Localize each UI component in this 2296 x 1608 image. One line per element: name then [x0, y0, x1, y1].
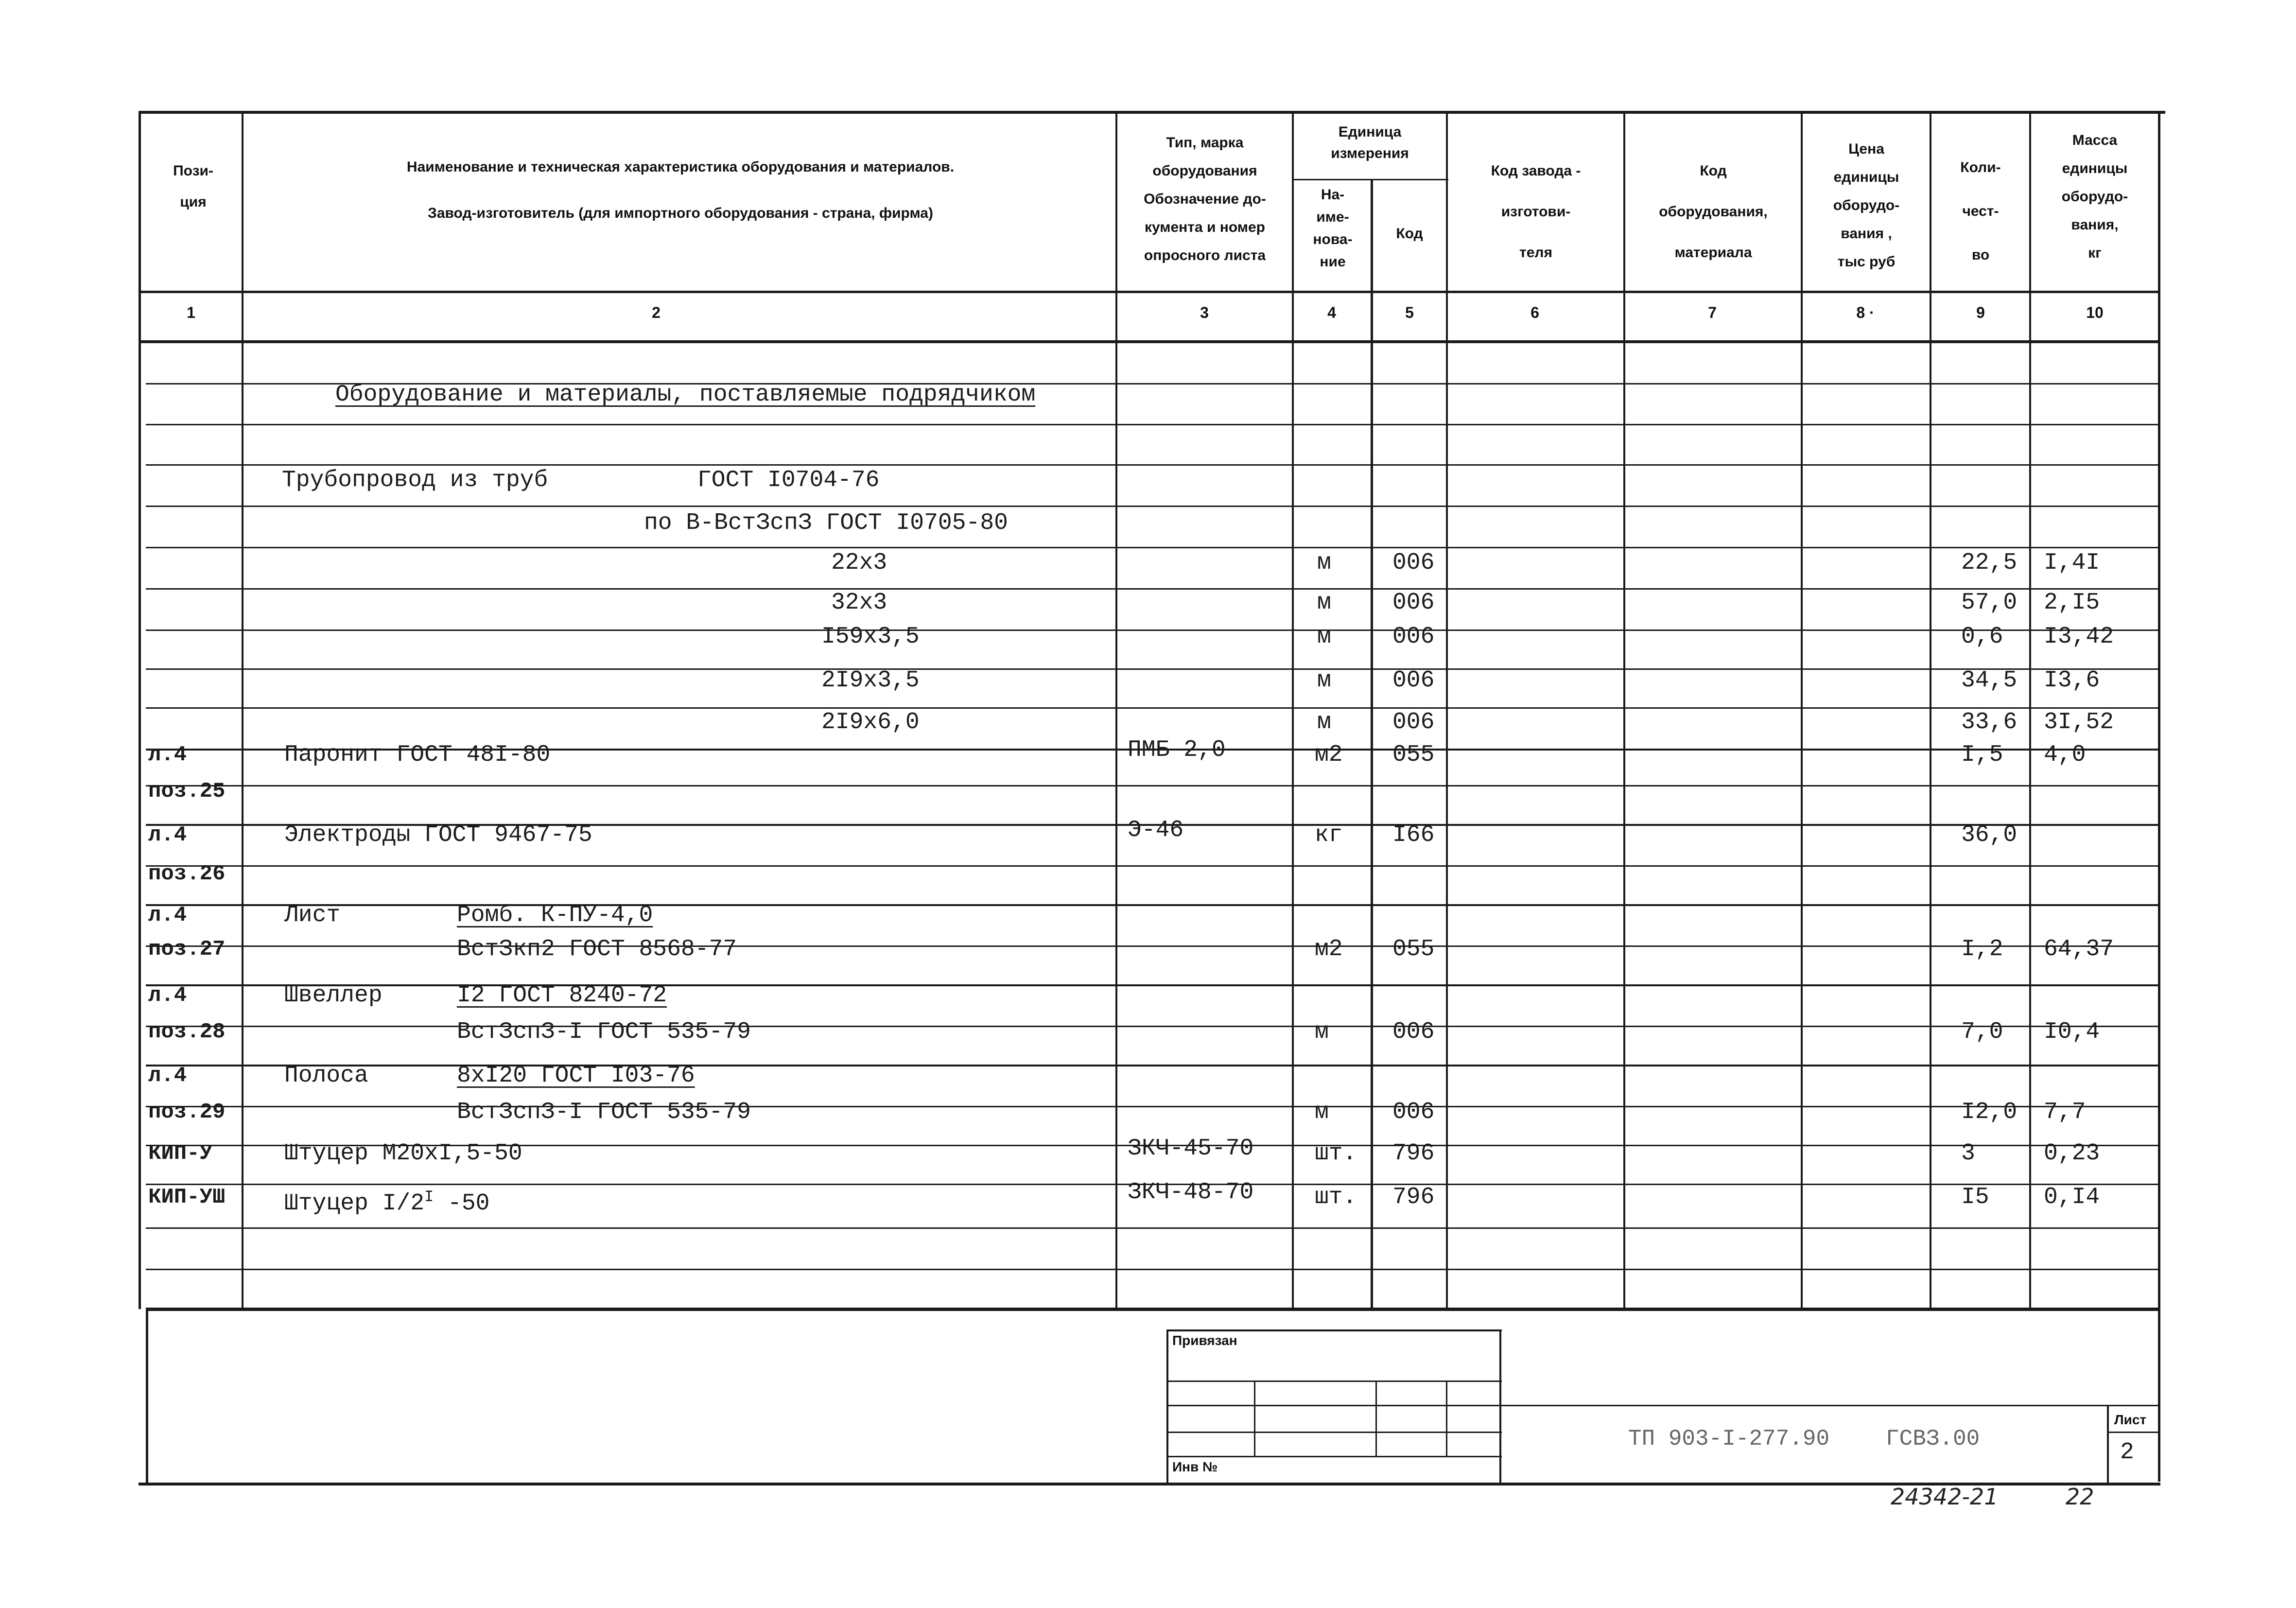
item-qty: I5 [1961, 1184, 1989, 1210]
item-mass: 0,23 [2044, 1140, 2100, 1167]
row-line [146, 984, 2158, 986]
item-position-sheet: л.4 [148, 743, 187, 767]
stamp-top-line [146, 1309, 2160, 1311]
item-code: 006 [1392, 1099, 1435, 1125]
pipe-mass: I3,6 [2044, 667, 2100, 694]
row-line [146, 1269, 2158, 1270]
stamp-box-col1 [1254, 1381, 1255, 1456]
item-position-number: поз.26 [148, 862, 226, 886]
sheet-box-left [2107, 1405, 2109, 1485]
col-line-1 [242, 111, 244, 1309]
pipeline-name: Трубопровод из труб [282, 467, 548, 493]
pipe-qty: 34,5 [1961, 667, 2018, 694]
item-unit: кг [1315, 822, 1343, 848]
column-number: 7 [1708, 304, 1717, 321]
row-line [146, 588, 2158, 590]
header-mass: Масса единицы оборудо- вания, кг [2061, 132, 2128, 261]
item-position-sheet: КИП-УШ [148, 1185, 226, 1209]
row-line [146, 424, 2158, 425]
row-line [146, 668, 2158, 670]
item-unit: шт. [1315, 1140, 1357, 1167]
header-unit-group: Единица измерения [1331, 124, 1409, 161]
numbers-bottom-line [139, 340, 2160, 343]
handwritten-number-right: 22 [2066, 1484, 2094, 1510]
pipe-size: 22х3 [831, 550, 887, 576]
item-position-sheet: л.4 [148, 903, 187, 927]
row-line [146, 785, 2158, 787]
pipe-qty: 57,0 [1961, 590, 2018, 616]
item-mass: 4,0 [2044, 742, 2086, 768]
row-line [146, 1026, 2158, 1027]
item-position-sheet: КИП-У [148, 1141, 213, 1166]
column-number: 5 [1405, 304, 1414, 321]
pipe-unit: м [1317, 590, 1331, 616]
pipe-unit: м [1317, 550, 1331, 576]
item-position-number: поз.25 [148, 779, 226, 804]
pipe-qty: 22,5 [1961, 550, 2018, 576]
item-position-sheet: л.4 [148, 823, 187, 847]
row-line [146, 1227, 2158, 1229]
pipe-code: 006 [1392, 550, 1435, 576]
item-name: Швеллер [284, 982, 383, 1009]
row-line [146, 506, 2158, 507]
item-type: ПМБ-2,0 [1128, 737, 1226, 763]
item-qty: I,2 [1961, 936, 2003, 962]
item-position-number: поз.29 [148, 1100, 226, 1124]
stamp-box-row1 [1166, 1381, 1502, 1382]
sheet-box-divider [2107, 1432, 2160, 1433]
item-spec-main: 8хI20 ГОСТ I03-76 [457, 1063, 695, 1089]
row-line [146, 547, 2158, 548]
row-line [146, 865, 2158, 867]
table-top-border [139, 111, 2165, 114]
column-number: 4 [1327, 304, 1336, 321]
stamp-box-right [1499, 1329, 1501, 1485]
item-code: 055 [1392, 936, 1435, 962]
item-mass: 0,I4 [2044, 1184, 2100, 1210]
pipe-qty: 33,6 [1961, 709, 2018, 735]
row-line [146, 707, 2158, 709]
col-line-3 [1292, 111, 1294, 1309]
sheet-bottom-line [139, 1483, 2160, 1486]
item-code: I66 [1392, 822, 1435, 848]
item-name: Электроды ГОСТ 9467-75 [284, 822, 592, 848]
pipe-code: 006 [1392, 590, 1435, 616]
item-position-number: поз.27 [148, 937, 226, 961]
item-name [284, 1184, 489, 1217]
item-spec-main: I2 ГОСТ 8240-72 [457, 982, 667, 1009]
item-code: 006 [1392, 1019, 1435, 1045]
column-number: 8 · [1856, 304, 1875, 321]
header-name-line2: Завод-изготовитель (для импортного оборудования - страна, фирма) [428, 205, 933, 221]
row-line [146, 904, 2158, 906]
row-line [146, 464, 2158, 466]
item-name: Полоса [284, 1063, 368, 1089]
item-qty: 3 [1961, 1140, 1975, 1167]
header-price: Цена единицы оборудо- вания , тыс руб [1833, 141, 1900, 270]
pipe-code: 006 [1392, 709, 1435, 735]
pipe-size: 32х3 [831, 590, 887, 616]
header-unit-name: На- име- нова- ние [1313, 187, 1353, 270]
item-code: 796 [1392, 1140, 1435, 1167]
pipe-mass: I,4I [2044, 550, 2100, 576]
header-name-line1: Наименование и техническая характеристика оборудования и материалов. [406, 159, 955, 175]
item-unit: шт. [1315, 1184, 1357, 1210]
col-line-6 [1623, 111, 1625, 1309]
pipe-unit: м [1317, 624, 1331, 650]
col-line-8 [1930, 111, 1931, 1309]
row-line [146, 945, 2158, 947]
item-mass: 64,37 [2044, 936, 2114, 962]
item-name: Паронит ГОСТ 48I-80 [284, 742, 551, 768]
stamp-box-row4 [1166, 1456, 1502, 1457]
item-qty: I2,0 [1961, 1099, 2018, 1125]
item-spec-main: Ромб. К-ПУ-4,0 [457, 902, 653, 928]
row-line [146, 629, 2158, 631]
col-line-4 [1371, 179, 1373, 1309]
header-equipment-code: Код оборудования, материала [1659, 163, 1768, 261]
col-line-9 [2029, 111, 2031, 1309]
pipe-qty: 0,6 [1961, 624, 2003, 650]
stamp-inv: Инв № [1172, 1459, 1218, 1474]
item-name-text: Штуцер I/2 [284, 1190, 425, 1217]
pipe-unit: м [1317, 709, 1331, 735]
header-factory-code: Код завода - изготови- теля [1491, 163, 1581, 261]
item-unit: м [1315, 1099, 1329, 1125]
item-spec-steel: ВстЗспЗ-I ГОСТ 535-79 [457, 1099, 751, 1125]
item-position-number: поз.28 [148, 1020, 226, 1044]
column-number: 3 [1200, 304, 1209, 321]
item-unit: м2 [1315, 936, 1343, 962]
pipe-size: I59х3,5 [821, 624, 920, 650]
col-line-5 [1446, 111, 1448, 1309]
sheet-number: 2 [2120, 1439, 2134, 1466]
item-qty: 36,0 [1961, 822, 2018, 848]
column-number: 2 [652, 304, 661, 321]
stamp-box-row3 [1166, 1432, 1502, 1433]
sheet-label: Лист [2114, 1412, 2147, 1427]
pipe-mass: 3I,52 [2044, 709, 2114, 735]
stamp-box-left [1166, 1329, 1168, 1485]
header-position: Пози- ция [173, 163, 213, 210]
column-number: 1 [187, 304, 195, 321]
table-left-border [139, 111, 141, 1309]
header-quantity: Коли- чест- во [1960, 159, 2001, 263]
item-qty: 7,0 [1961, 1019, 2003, 1045]
doc-suffix: ГСВЗ.00 [1886, 1426, 1980, 1451]
pipe-mass: I3,42 [2044, 624, 2114, 650]
pipe-size: 2I9х3,5 [821, 667, 920, 694]
pipe-size: 2I9х6,0 [821, 709, 920, 735]
item-qty: I,5 [1961, 742, 2003, 768]
col-line-7 [1801, 111, 1803, 1309]
pipe-mass: 2,I5 [2044, 590, 2100, 616]
stamp-box-col3 [1446, 1381, 1447, 1456]
stamp-box-col2 [1375, 1381, 1377, 1456]
pipeline-steel: по В-ВстЗспЗ ГОСТ I0705-80 [644, 510, 1008, 536]
item-unit: м2 [1315, 742, 1343, 768]
column-number: 10 [2086, 304, 2104, 321]
title-block-top [1502, 1405, 2160, 1406]
table-right-border [2158, 111, 2160, 1482]
pipe-code: 006 [1392, 667, 1435, 694]
item-mass: I0,4 [2044, 1019, 2100, 1045]
stamp-box-row2 [1166, 1405, 1502, 1406]
row-line [146, 1065, 2158, 1066]
stamp-privyazan: Привязан [1172, 1333, 1237, 1348]
stamp-box-top [1166, 1329, 1502, 1331]
row-line [146, 1106, 2158, 1107]
section-title: Оборудование и материалы, поставляемые подрядчиком [335, 382, 1036, 408]
doc-code: ТП 903-I-277.90 [1628, 1426, 1830, 1451]
column-number: 9 [1976, 304, 1985, 321]
handwritten-number-left: 24342-21 [1891, 1484, 1999, 1510]
header-unit-code: Код [1396, 226, 1423, 242]
item-name-tail: -50 [434, 1190, 490, 1217]
item-position-sheet: л.4 [148, 983, 187, 1008]
pipe-unit: м [1317, 667, 1331, 694]
item-code: 055 [1392, 742, 1435, 768]
item-code: 796 [1392, 1184, 1435, 1210]
pipe-code: 006 [1392, 624, 1435, 650]
item-spec-steel: ВстЗкп2 ГОСТ 8568-77 [457, 936, 737, 962]
header-type: Тип, марка оборудования Обозначение до- кумента и номер опросного листа [1144, 135, 1266, 263]
item-name: Лист [284, 902, 341, 928]
stamp-left-line [146, 1309, 148, 1484]
item-spec-steel: ВстЗспЗ-I ГОСТ 535-79 [457, 1019, 751, 1045]
item-position-sheet: л.4 [148, 1064, 187, 1088]
item-type: ЗКЧ-45-70 [1128, 1136, 1254, 1162]
item-type: Э-46 [1128, 817, 1184, 843]
column-number: 6 [1531, 304, 1539, 321]
pipeline-gost: ГОСТ I0704-76 [697, 467, 880, 493]
item-unit: м [1315, 1019, 1329, 1045]
item-mass: 7,7 [2044, 1099, 2086, 1125]
header-bottom-line [139, 291, 2160, 293]
item-name: Штуцер М20хI,5-50 [284, 1140, 522, 1167]
item-type: ЗКЧ-48-70 [1128, 1179, 1254, 1206]
item-name-superscript: I [424, 1188, 434, 1206]
col-line-2 [1115, 111, 1117, 1309]
